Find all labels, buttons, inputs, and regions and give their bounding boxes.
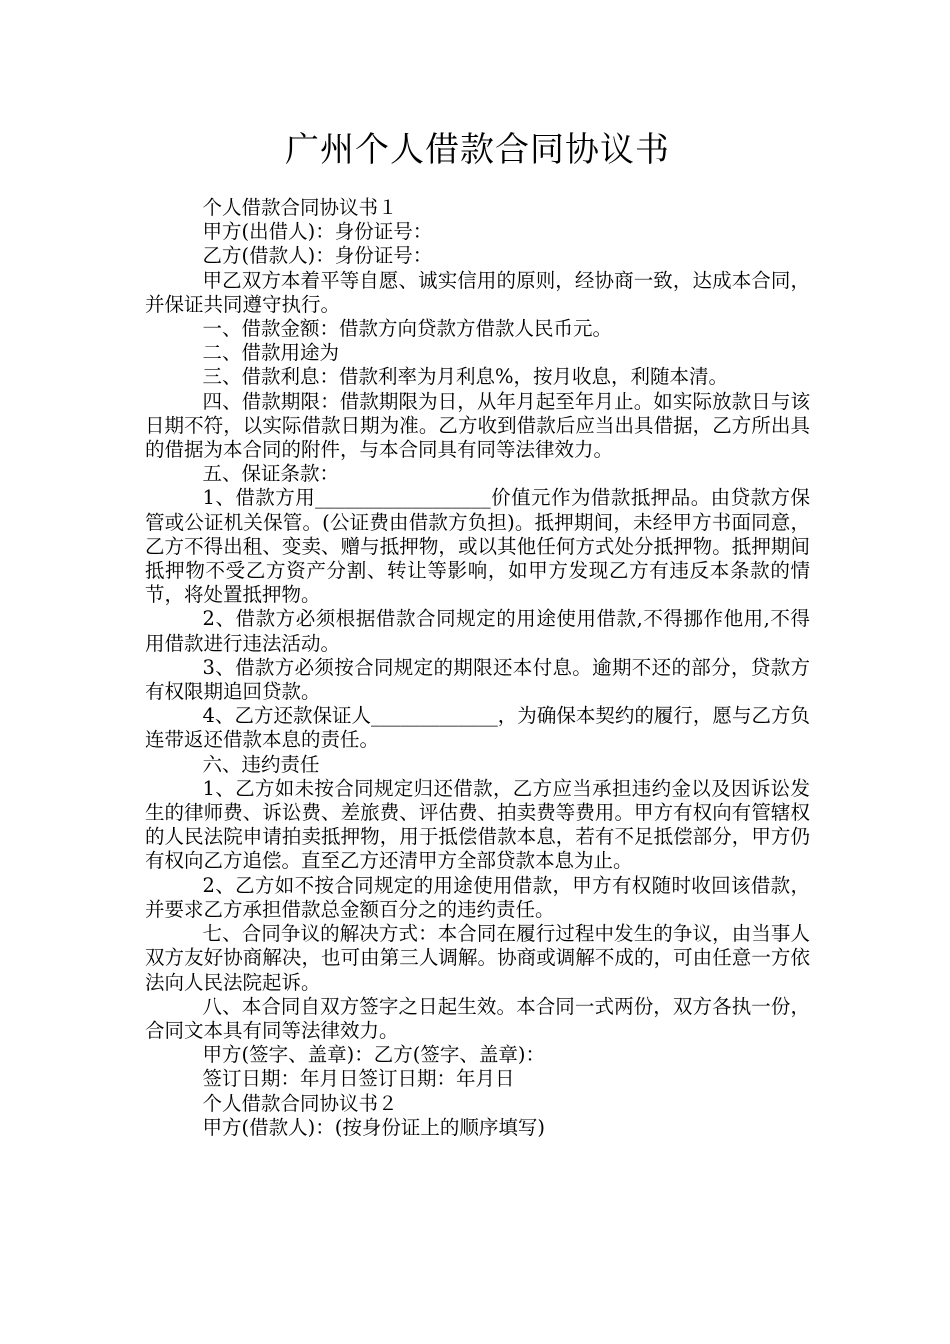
paragraph: 一、借款金额：借款方向贷款方借款人民币元。 <box>202 317 613 341</box>
paragraph: 甲乙双方本着平等自愿、诚实信用的原则，经协商一致，达成本合同，并保证共同遵守执行。 <box>145 268 810 316</box>
paragraph: 1、借款方用__________________价值元作为借款抵押品。由贷款方保管或公证机关保管。(公证费由借款方负担)。抵押期间，未经甲方书面同意，乙方不得出租、变卖、赠与抵押物，或以其他任何方式处分抵押物。抵押期间抵押物不受乙方资产分割、转让等影响，如甲方发现乙方有违反本条款的情节，将处置抵押物。 <box>145 486 810 607</box>
document-title: 广州个人借款合同协议书 <box>285 130 670 170</box>
paragraph: 2、乙方如不按合同规定的用途使用借款，甲方有权随时收回该借款，并要求乙方承担借款总金额百分之的违约责任。 <box>145 873 810 921</box>
paragraph: 二、借款用途为 <box>202 341 340 365</box>
paragraph: 甲方(出借人)：身份证号： <box>202 220 433 244</box>
paragraph: 三、借款利息：借款利率为月利息%，按月收息，利随本清。 <box>202 365 729 389</box>
paragraph: 个人借款合同协议书１ <box>202 196 398 219</box>
paragraph: 2、借款方必须根据借款合同规定的用途使用借款,不得挪作他用,不得用借款进行违法活动。 <box>145 607 810 655</box>
paragraph: 四、借款期限：借款期限为日，从年月起至年月止。如实际放款日与该日期不符，以实际借款日期为准。乙方收到借款后应当出具借据，乙方所出具的借据为本合同的附件，与本合同具有同等法律效力。 <box>145 389 810 462</box>
paragraph: 4、乙方还款保证人_____________，为确保本契约的履行，愿与乙方负连带返还借款本息的责任。 <box>145 704 810 752</box>
paragraph: 3、借款方必须按合同规定的期限还本付息。逾期不还的部分，贷款方有权限期追回贷款。 <box>145 655 810 704</box>
document-body <box>145 196 810 1140</box>
paragraph: 六、违约责任 <box>202 752 320 776</box>
paragraph: 1、乙方如未按合同规定归还借款，乙方应当承担违约金以及因诉讼发生的律师费、诉讼费、差旅费、评估费、拍卖费等费用。甲方有权向有管辖权的人民法院申请拍卖抵押物，用于抵偿借款本息，若有不足抵偿部分，甲方仍有权向乙方追偿。直至乙方还清甲方全部贷款本息为止。 <box>145 776 810 873</box>
paragraph: 五、保证条款： <box>202 462 340 486</box>
paragraph: 签订日期：年月日签订日期：年月日 <box>202 1067 515 1091</box>
paragraph: 甲方(签字、盖章)：乙方(签字、盖章)： <box>202 1043 545 1067</box>
paragraph: 八、本合同自双方签字之日起生效。本合同一式两份，双方各执一份，合同文本具有同等法律效力。 <box>145 994 810 1042</box>
paragraph: 七、合同争议的解决方式：本合同在履行过程中发生的争议，由当事人双方友好协商解决，也可由第三人调解。协商或调解不成的，可由任意一方依法向人民法院起诉。 <box>145 922 810 994</box>
paragraph: 甲方(借款人)：(按身份证上的顺序填写) <box>202 1115 545 1139</box>
paragraph: 乙方(借款人)：身份证号： <box>202 244 433 268</box>
paragraph: 个人借款合同协议书２ <box>202 1091 398 1115</box>
